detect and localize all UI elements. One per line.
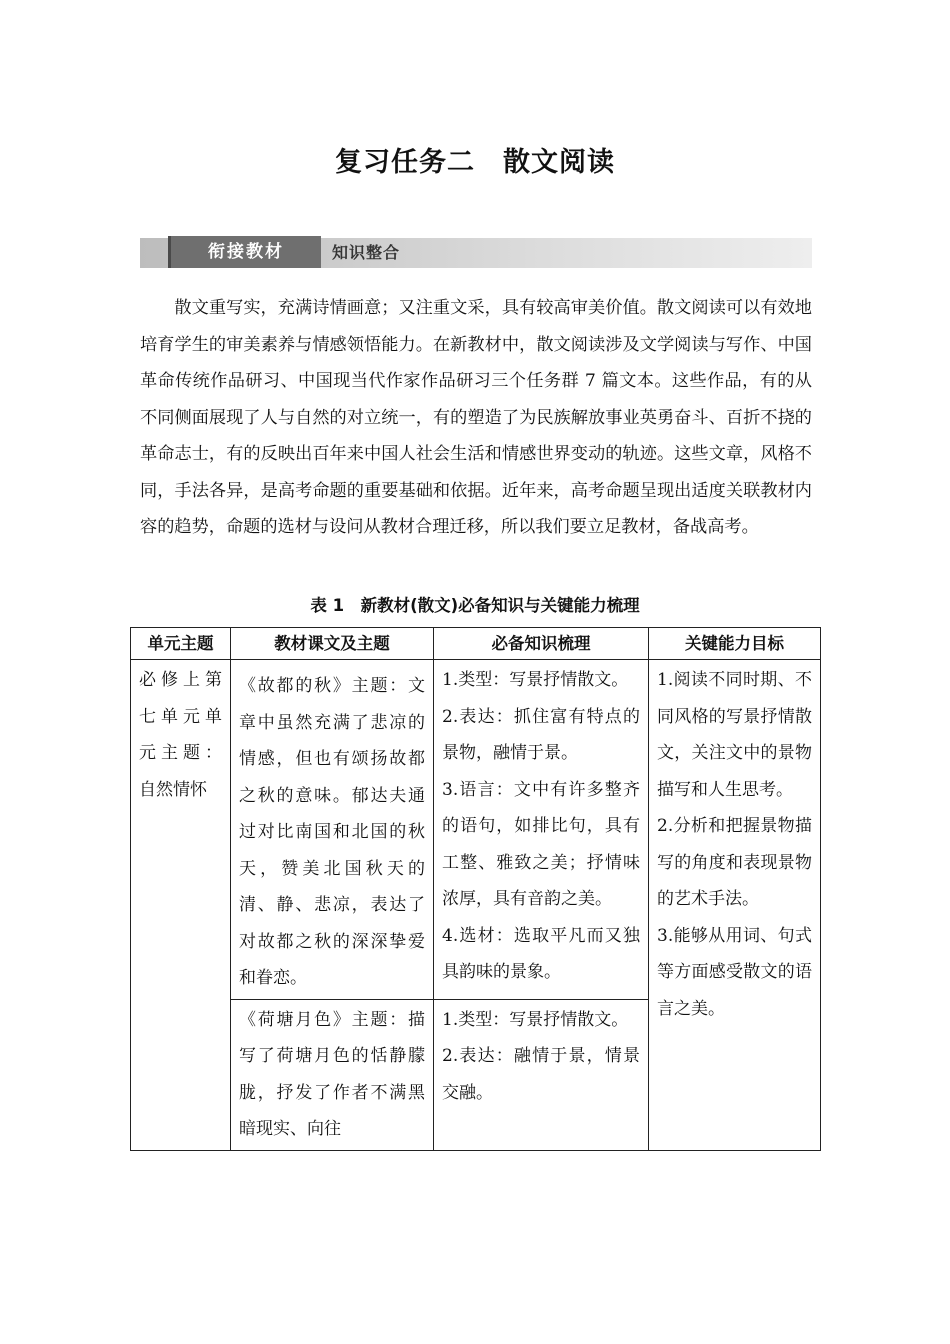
table-caption: 表 1 新教材(散文)必备知识与关键能力梳理 (310, 596, 640, 615)
header-text: 教材课文及主题 (231, 628, 434, 660)
knowledge-item: 3.语言：文中有许多整齐的语句，如排比句，具有工整、雅致之美；抒情味浓厚，具有音韵之美。 (442, 779, 640, 909)
knowledge-table (130, 627, 821, 1151)
banner-tab-secondary: 知识整合 (332, 243, 401, 262)
banner-tab-active (168, 236, 321, 268)
header-ability: 关键能力目标 (649, 628, 821, 660)
text-cell-gudu: 《故都的秋》主题：文章中虽然充满了悲凉的情感，但也有颂扬故都之秋的意味。郁达夫通过对比南国和北国的秋天，赞美北国秋天的清、静、悲凉，表达了对故都之秋的深深挚爱和眷恋。 (231, 660, 434, 1000)
ability-cell (649, 660, 821, 1151)
ability-item: 1.阅读不同时期、不同风格的写景抒情散文，关注文中的景物描写和人生思考。 (657, 670, 812, 800)
unit-cell: 必修上第七单元单元主题：自然情怀 (131, 660, 231, 1151)
section-banner (140, 236, 812, 270)
knowledge-item: 2.表达：融情于景，情景交融。 (442, 1046, 640, 1103)
intro-paragraph: 散文重写实，充满诗情画意；又注重文采，具有较高审美价值。散文阅读可以有效地培育学生的审美素养与情感领悟能力。在新教材中，散文阅读涉及文学阅读与写作、中国革命传统作品研习、中国现当代作家作品研习三个任务群 7 篇文本。这些作品，有的从不同侧面展现了人与自然的对立统一，有的塑造了为民族解放事业英勇奋斗、百折不挠的革命志士，有的反映出百年来中国人社会生活和情感世界变动的轨迹。这些文章，风格不同，手法各异，是高考命题的重要基础和依据。近年来，高考命题呈现出适度关联教材内容的趋势，命题的选材与设问从教材合理迁移，所以我们要立足教材，备战高考。 (140, 298, 812, 537)
banner-tab-active-label: 衔接教材 (208, 242, 284, 262)
ability-item: 2.分析和把握景物描写的角度和表现景物的艺术手法。 (657, 816, 812, 909)
ability-item: 3.能够从用词、句式等方面感受散文的语言之美。 (657, 925, 812, 1019)
knowledge-cell-gudu (434, 660, 649, 1000)
knowledge-item: 4.选材：选取平凡而又独具韵味的景象。 (442, 925, 640, 982)
table-header-row (131, 628, 821, 660)
text-cell-hetang: 《荷塘月色》主题：描写了荷塘月色的恬静朦胧，抒发了作者不满黑暗现实、向往 (231, 999, 434, 1150)
knowledge-cell-hetang (434, 999, 649, 1150)
knowledge-item: 1.类型：写景抒情散文。 (442, 1009, 629, 1030)
page-title: 复习任务二 散文阅读 (335, 147, 615, 178)
header-knowledge: 必备知识梳理 (434, 628, 649, 660)
table-row (131, 660, 821, 1000)
knowledge-item: 1.类型：写景抒情散文。 (442, 670, 629, 690)
knowledge-item: 2.表达：抓住富有特点的景物，融情于景。 (442, 706, 640, 763)
header-unit: 单元主题 (131, 628, 231, 660)
